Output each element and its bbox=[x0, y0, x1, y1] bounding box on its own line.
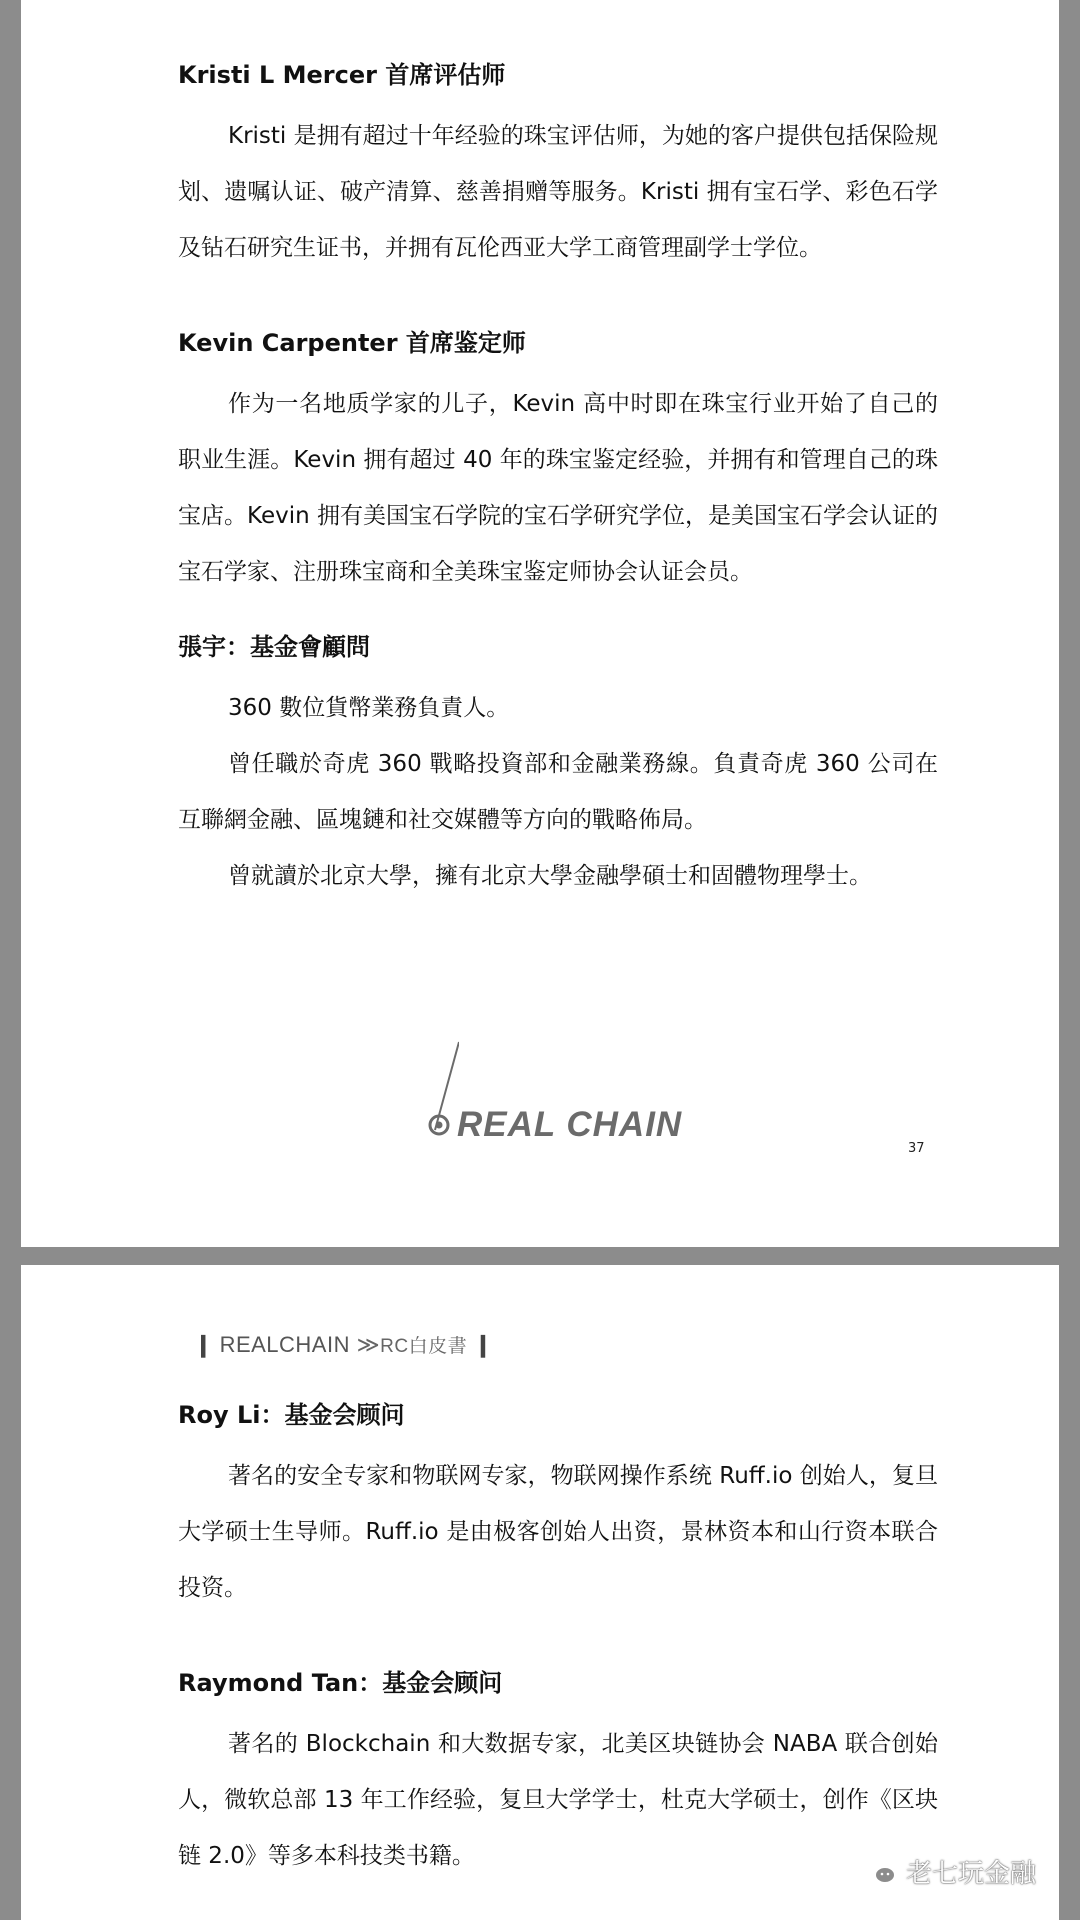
bio-roy-li bbox=[178, 1400, 938, 1616]
page-content bbox=[178, 1400, 938, 1884]
document-page-38 bbox=[21, 1265, 1059, 1920]
document-page-37 bbox=[21, 0, 1059, 1247]
bio-kristi bbox=[178, 60, 938, 276]
bio-paragraph: 360 數位貨幣業務負責人。 bbox=[228, 695, 510, 721]
page-content bbox=[178, 60, 938, 904]
header-bar-right: ❙ bbox=[473, 1332, 493, 1357]
bio-zhang-yu bbox=[178, 632, 938, 904]
realchain-logo-icon bbox=[409, 1040, 459, 1150]
bio-paragraph: 曾任職於奇虎 360 戰略投資部和金融業務線。負責奇虎 360 公司在互聯網金融、區塊鏈和社交媒體等方向的戰略佈局。 bbox=[178, 751, 938, 833]
realchain-logo-text: REAL CHAIN bbox=[457, 1105, 683, 1144]
bio-name: Roy Li：基金会顾问 bbox=[178, 1401, 405, 1429]
header-chevron-icon: ≫ bbox=[356, 1332, 381, 1357]
bio-paragraph: 著名的 Blockchain 和大数据专家，北美区块链协会 NABA 联合创始人，微软总部 13 年工作经验，复旦大学学士，杜克大学硕士，创作《区块链 2.0》等多本科技类书籍。 bbox=[178, 1731, 938, 1869]
bio-name: Kevin Carpenter 首席鉴定师 bbox=[178, 329, 526, 357]
bio-name: Kristi L Mercer 首席评估师 bbox=[178, 61, 506, 89]
bio-paragraph: 著名的安全专家和物联网专家，物联网操作系统 Ruff.io 创始人，复旦大学硕士生导师。Ruff.io 是由极客创始人出资，景林资本和山行资本联合投资。 bbox=[178, 1463, 938, 1601]
bio-paragraph: Kristi 是拥有超过十年经验的珠宝评估师，为她的客户提供包括保险规划、遗嘱认证、破产清算、慈善捐赠等服务。Kristi 拥有宝石学、彩色石学及钻石研究生证书，并拥有瓦伦西亚大学工商管理副学士学位。 bbox=[178, 123, 938, 261]
wechat-watermark bbox=[860, 1853, 1036, 1890]
bio-paragraph: 作为一名地质学家的儿子，Kevin 高中时即在珠宝行业开始了自己的职业生涯。Kevin 拥有超过 40 年的珠宝鉴定经验，并拥有和管理自己的珠宝店。Kevin 拥有美国宝石学院的宝石学研究学位，是美国宝石学会认证的宝石学家、注册珠宝商和全美珠宝鉴定师协会认证会员。 bbox=[178, 391, 938, 585]
bio-kevin bbox=[178, 328, 938, 600]
wechat-icon bbox=[860, 1857, 898, 1887]
bio-name: 張宇：基金會顧問 bbox=[178, 633, 370, 661]
bio-paragraph: 曾就讀於北京大學，擁有北京大學金融學碩士和固體物理學士。 bbox=[228, 863, 872, 889]
page-number: 37 bbox=[908, 1141, 925, 1156]
running-header bbox=[194, 1331, 493, 1358]
bio-raymond-tan bbox=[178, 1668, 938, 1884]
bio-name: Raymond Tan：基金会顾问 bbox=[178, 1669, 503, 1697]
header-doc-title: RC白皮書 bbox=[380, 1336, 468, 1357]
watermark-text: 老七玩金融 bbox=[906, 1859, 1037, 1889]
header-brand: REALCHAIN bbox=[219, 1332, 350, 1357]
header-bar-left: ❙ bbox=[194, 1332, 213, 1357]
